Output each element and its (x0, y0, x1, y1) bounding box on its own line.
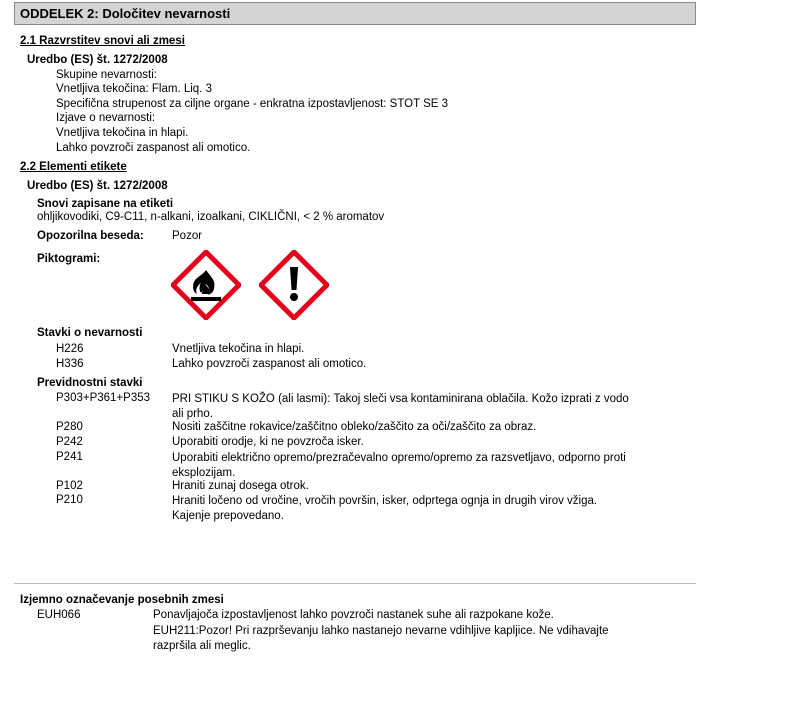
precaution-code: P242 (56, 436, 83, 448)
precaution-text: PRI STIKU S KOŽO (ali lasmi): Takoj sleči vsa kontaminirana oblačila. Kožo izprati z vodo ali prho. (172, 393, 629, 420)
s21-line: Lahko povzroči zaspanost ali omotico. (56, 142, 251, 154)
section-header (14, 2, 696, 25)
hazard-text: Lahko povzroči zaspanost ali omotico. (172, 358, 367, 370)
precaution-text: Uporabiti orodje, ki ne povzroča isker. (172, 436, 364, 448)
s21-line: Specifična strupenost za ciljne organe - enkratna izpostavljenost: STOT SE 3 (56, 98, 449, 110)
hazard-text: Vnetljiva tekočina in hlapi. (172, 343, 305, 355)
signal-word-label: Opozorilna beseda: (37, 230, 144, 242)
s21-line: Skupine nevarnosti: (56, 69, 158, 81)
subsection-2-2-heading: 2.2 Elementi etikete (20, 161, 127, 173)
precaution-text: Hraniti ločeno od vročine, vročih površin, isker, odprtega ognja in drugih virov vžiga. Kajenje prepovedano. (172, 495, 598, 522)
hazard-code: H226 (56, 343, 84, 355)
precaution-text: Uporabiti električno opremo/prezračevalno opremo/opremo za razsvetljavo, odporno proti eksplozijam. (172, 452, 626, 479)
divider (14, 583, 696, 584)
s21-line: Vnetljiva tekočina: Flam. Liq. 3 (56, 83, 212, 95)
snovi-value: ohljikovodiki, C9-C11, n-alkani, izoalkani, CIKLIČNI, < 2 % aromatov (37, 211, 385, 223)
special-text: EUH211:Pozor! Pri razprševanju lahko nastanejo nevarne vdihljive kapljice. Ne vdihavajte razpršila ali meglic. (153, 625, 609, 652)
pictograms-label: Piktogrami: (37, 253, 101, 265)
special-code: EUH066 (37, 609, 81, 621)
hazard-code: H336 (56, 358, 84, 370)
precaution-text: Nositi zaščitne rokavice/zaščitno obleko/zaščito za oči/zaščito za obraz. (172, 421, 537, 433)
s22-regulation: Uredbo (ES) št. 1272/2008 (27, 180, 168, 192)
section-title: ODDELEK 2: Določitev nevarnosti (20, 6, 231, 21)
s21-line: Vnetljiva tekočina in hlapi. (56, 127, 189, 139)
precaution-code: P303+P361+P353 (56, 392, 151, 404)
special-text: Ponavljajoča izpostavljenost lahko povzroči nastanek suhe ali razpokane kože. (153, 609, 554, 621)
s21-line: Izjave o nevarnosti: (56, 112, 156, 124)
signal-word-value: Pozor (172, 230, 203, 242)
s21-regulation: Uredbo (ES) št. 1272/2008 (27, 54, 168, 66)
precaution-text: Hraniti zunaj dosega otrok. (172, 480, 309, 492)
precaution-code: P241 (56, 451, 83, 463)
precaution-code: P102 (56, 480, 83, 492)
exclamation-pictogram-icon (259, 250, 329, 320)
flame-pictogram-icon (171, 250, 241, 320)
precaution-statements-label: Previdnostni stavki (37, 377, 143, 389)
snovi-label: Snovi zapisane na etiketi (37, 198, 174, 210)
precaution-code: P210 (56, 494, 83, 506)
precaution-code: P280 (56, 421, 83, 433)
hazard-statements-label: Stavki o nevarnosti (37, 327, 143, 339)
special-labelling-heading: Izjemno označevanje posebnih zmesi (20, 594, 224, 606)
subsection-2-1-heading: 2.1 Razvrstitev snovi ali zmesi (20, 35, 185, 47)
